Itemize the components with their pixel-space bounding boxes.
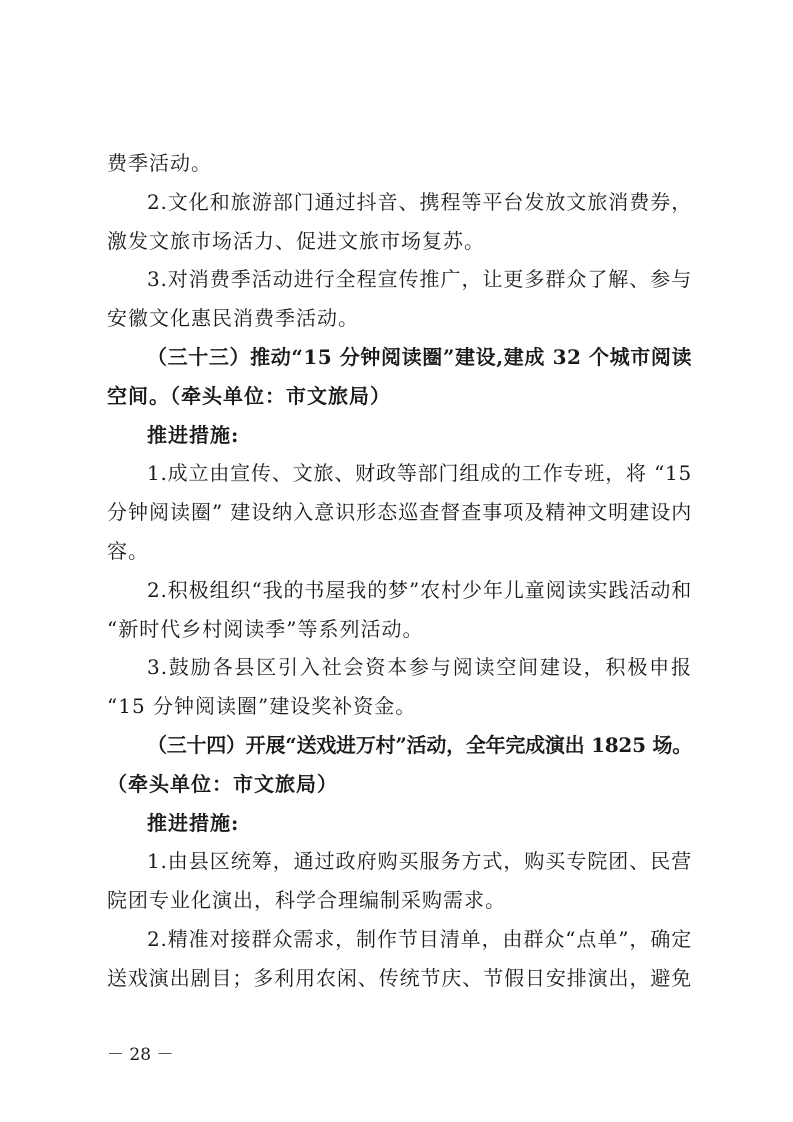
- section-heading-line: 空间。（牵头单位：市文旅局）: [107, 383, 391, 408]
- document-body: [107, 144, 692, 998]
- paragraph-line: 3.鼓励各县区引入社会资本参与阅读空间建设，积极申报: [147, 655, 692, 680]
- paragraph-line: 送戏演出剧目；多利用农闲、传统节庆、节假日安排演出，避免: [107, 965, 692, 990]
- paragraph-line: 激发文旅市场活力、促进文旅市场复苏。: [107, 228, 485, 253]
- paragraph-line: 费季活动。: [107, 151, 212, 175]
- subheading: 推进措施:: [147, 810, 240, 835]
- paragraph-line: 3.对消费季活动进行全程宣传推广，让更多群众了解、参与: [147, 267, 692, 292]
- page-number: － 28 －: [107, 1045, 174, 1065]
- paragraph-line: 2.文化和旅游部门通过抖音、携程等平台发放文旅消费券，: [147, 189, 692, 214]
- paragraph-line: 容。: [107, 538, 149, 563]
- paragraph-line: 2.精准对接群众需求，制作节目清单，由群众“点单”，确定: [147, 926, 692, 951]
- paragraph-line: “15 分钟阅读圈”建设奖补资金。: [107, 694, 417, 719]
- section-heading-line: （三十四）开展“送戏进万村”活动，全年完成演出 1825 场。: [147, 732, 692, 757]
- paragraph-line: 2.积极组织“我的书屋我的梦”农村少年儿童阅读实践活动和: [147, 577, 692, 602]
- paragraph-line: 1.成立由宣传、文旅、财政等部门组成的工作专班，将 “15: [147, 461, 692, 486]
- paragraph-line: 院团专业化演出，科学合理编制采购需求。: [107, 888, 506, 913]
- paragraph-line: 1.由县区统筹，通过政府购买服务方式，购买专院团、民营: [147, 849, 692, 874]
- section-heading-line: （三十三）推动“15 分钟阅读圈”建设,建成 32 个城市阅读: [147, 344, 692, 369]
- section-heading-line: （牵头单位：市文旅局）: [107, 771, 338, 796]
- paragraph-line: 安徽文化惠民消费季活动。: [107, 306, 359, 331]
- paragraph-line: 分钟阅读圈” 建设纳入意识形态巡查督查事项及精神文明建设内: [107, 500, 692, 525]
- subheading: 推进措施:: [147, 422, 240, 447]
- paragraph-line: “新时代乡村阅读季”等系列活动。: [107, 616, 424, 641]
